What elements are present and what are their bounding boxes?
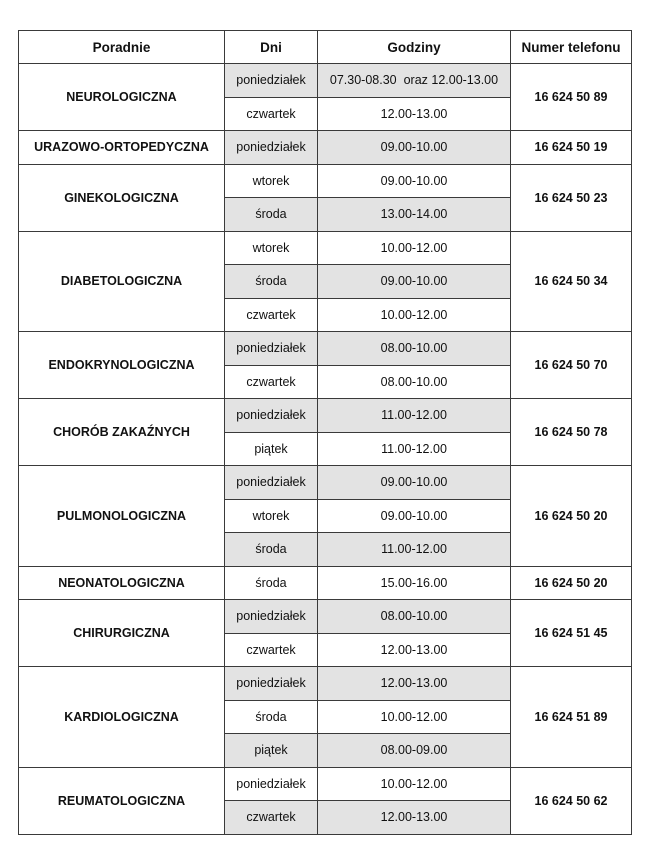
hours-cell: 12.00-13.00 [318,801,511,835]
table-row [19,667,632,701]
day-cell: poniedziałek [225,64,318,98]
day-cell: piątek [225,432,318,466]
phone-number: 16 624 50 34 [511,231,632,332]
day-cell: środa [225,265,318,299]
day-cell: poniedziałek [225,399,318,433]
hours-cell: 12.00-13.00 [318,97,511,131]
day-cell: poniedziałek [225,131,318,165]
phone-number: 16 624 50 20 [511,466,632,567]
phone-number: 16 624 50 20 [511,566,632,600]
phone-number: 16 624 50 78 [511,399,632,466]
hours-cell: 10.00-12.00 [318,298,511,332]
hours-cell: 10.00-12.00 [318,700,511,734]
table-row [19,399,632,433]
header-phone: Numer telefonu [511,31,632,64]
clinic-name: ENDOKRYNOLOGICZNA [19,332,225,399]
table-row [19,64,632,98]
hours-cell: 11.00-12.00 [318,399,511,433]
hours-cell: 13.00-14.00 [318,198,511,232]
day-cell: poniedziałek [225,767,318,801]
hours-cell: 11.00-12.00 [318,533,511,567]
hours-cell: 15.00-16.00 [318,566,511,600]
table-row [19,164,632,198]
header-clinics: Poradnie [19,31,225,64]
day-cell: piątek [225,734,318,768]
hours-cell: 08.00-10.00 [318,365,511,399]
header-hours: Godziny [318,31,511,64]
day-cell: poniedziałek [225,600,318,634]
phone-number: 16 624 50 23 [511,164,632,231]
hours-cell: 12.00-13.00 [318,667,511,701]
day-cell: poniedziałek [225,667,318,701]
clinic-name: KARDIOLOGICZNA [19,667,225,768]
table-row [19,332,632,366]
table-row [19,131,632,165]
hours-cell: 09.00-10.00 [318,131,511,165]
phone-number: 16 624 50 89 [511,64,632,131]
hours-cell: 10.00-12.00 [318,231,511,265]
clinic-name: GINEKOLOGICZNA [19,164,225,231]
clinic-name: URAZOWO-ORTOPEDYCZNA [19,131,225,165]
day-cell: środa [225,700,318,734]
hours-cell: 09.00-10.00 [318,466,511,500]
schedule-body [19,64,632,835]
day-cell: środa [225,533,318,567]
day-cell: czwartek [225,801,318,835]
hours-cell: 08.00-10.00 [318,332,511,366]
table-row [19,566,632,600]
table-row [19,600,632,634]
table-row [19,231,632,265]
clinic-name: CHIRURGICZNA [19,600,225,667]
clinic-name: NEONATOLOGICZNA [19,566,225,600]
day-cell: czwartek [225,97,318,131]
clinic-name: NEUROLOGICZNA [19,64,225,131]
phone-number: 16 624 50 19 [511,131,632,165]
hours-cell: 09.00-10.00 [318,265,511,299]
day-cell: poniedziałek [225,332,318,366]
hours-cell: 09.00-10.00 [318,164,511,198]
header-days: Dni [225,31,318,64]
day-cell: wtorek [225,164,318,198]
phone-number: 16 624 50 62 [511,767,632,834]
hours-cell: 09.00-10.00 [318,499,511,533]
hours-cell: 08.00-10.00 [318,600,511,634]
day-cell: wtorek [225,499,318,533]
hours-cell: 12.00-13.00 [318,633,511,667]
hours-cell: 07.30-08.30 oraz 12.00-13.00 [318,64,511,98]
clinic-schedule-table [18,30,632,835]
hours-cell: 10.00-12.00 [318,767,511,801]
hours-cell: 11.00-12.00 [318,432,511,466]
clinic-name: DIABETOLOGICZNA [19,231,225,332]
day-cell: czwartek [225,365,318,399]
day-cell: wtorek [225,231,318,265]
clinic-name: REUMATOLOGICZNA [19,767,225,834]
header-row [19,31,632,64]
clinic-name: PULMONOLOGICZNA [19,466,225,567]
day-cell: czwartek [225,633,318,667]
table-row [19,767,632,801]
day-cell: czwartek [225,298,318,332]
phone-number: 16 624 51 89 [511,667,632,768]
day-cell: środa [225,566,318,600]
table-row [19,466,632,500]
day-cell: środa [225,198,318,232]
hours-cell: 08.00-09.00 [318,734,511,768]
phone-number: 16 624 50 70 [511,332,632,399]
day-cell: poniedziałek [225,466,318,500]
phone-number: 16 624 51 45 [511,600,632,667]
clinic-name: CHORÓB ZAKAŹNYCH [19,399,225,466]
